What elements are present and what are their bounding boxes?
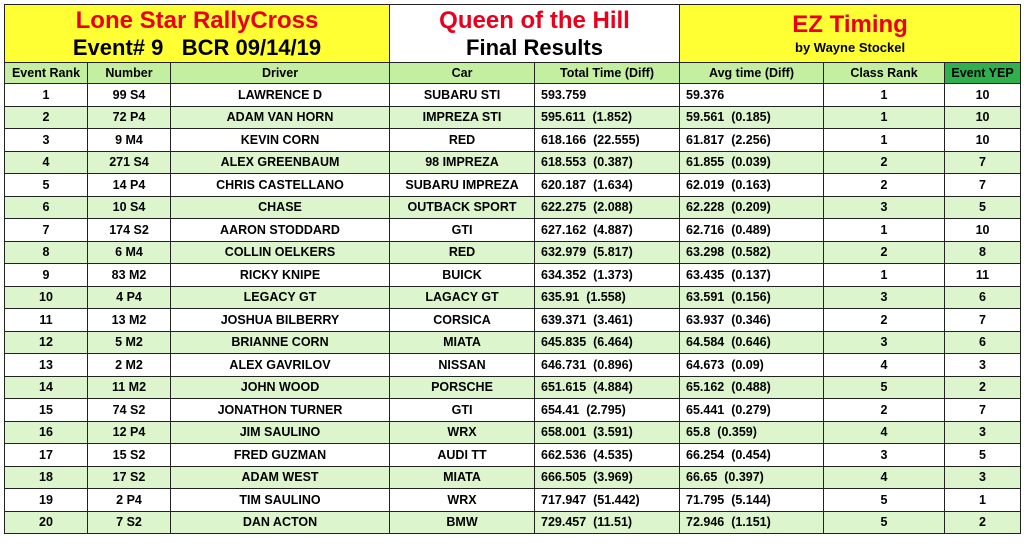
cell-car: CORSICA [390,309,535,332]
table-row [5,196,1021,219]
cell-number: 7 S2 [88,511,171,534]
cell-class-rank: 3 [824,331,945,354]
cell-event-yep: 7 [945,151,1021,174]
cell-class-rank: 5 [824,376,945,399]
cell-event-rank: 1 [5,84,88,107]
cell-number: 13 M2 [88,309,171,332]
table-row [5,129,1021,152]
cell-driver: ALEX GREENBAUM [171,151,390,174]
cell-car: RED [390,241,535,264]
table-row [5,331,1021,354]
cell-number: 2 M2 [88,354,171,377]
cell-class-rank: 1 [824,84,945,107]
cell-driver: AARON STODDARD [171,219,390,242]
cell-driver: JONATHON TURNER [171,399,390,422]
cell-event-rank: 18 [5,466,88,489]
cell-total-time: 717.947 (51.442) [535,489,680,512]
cell-driver: LAWRENCE D [171,84,390,107]
cell-number: 99 S4 [88,84,171,107]
cell-driver: ADAM VAN HORN [171,106,390,129]
cell-class-rank: 4 [824,466,945,489]
cell-event-rank: 3 [5,129,88,152]
cell-car: WRX [390,489,535,512]
cell-total-time: 639.371 (3.461) [535,309,680,332]
cell-car: PORSCHE [390,376,535,399]
cell-event-yep: 10 [945,106,1021,129]
cell-car: MIATA [390,331,535,354]
cell-class-rank: 2 [824,174,945,197]
col-car: Car [390,63,535,84]
table-row [5,466,1021,489]
cell-avg-time: 66.65 (0.397) [680,466,824,489]
table-row [5,84,1021,107]
cell-total-time: 651.615 (4.884) [535,376,680,399]
cell-avg-time: 64.673 (0.09) [680,354,824,377]
cell-avg-time: 72.946 (1.151) [680,511,824,534]
table-row [5,444,1021,467]
cell-car: BMW [390,511,535,534]
cell-avg-time: 61.855 (0.039) [680,151,824,174]
cell-car: WRX [390,421,535,444]
cell-class-rank: 1 [824,219,945,242]
cell-total-time: 632.979 (5.817) [535,241,680,264]
cell-car: RED [390,129,535,152]
cell-event-rank: 17 [5,444,88,467]
cell-event-yep: 5 [945,444,1021,467]
results-body [5,84,1021,534]
event-subtitle: Event# 9 BCR 09/14/19 [72,34,322,60]
cell-event-yep: 7 [945,309,1021,332]
cell-event-rank: 7 [5,219,88,242]
cell-avg-time: 63.298 (0.582) [680,241,824,264]
cell-total-time: 618.166 (22.555) [535,129,680,152]
cell-total-time: 654.41 (2.795) [535,399,680,422]
cell-driver: CHASE [171,196,390,219]
timing-credit: by Wayne Stockel [795,39,906,55]
table-row [5,511,1021,534]
event-info-banner [5,5,390,63]
results-title: Queen of the Hill [439,6,630,34]
cell-number: 4 P4 [88,286,171,309]
cell-class-rank: 3 [824,444,945,467]
cell-driver: RICKY KNIPE [171,264,390,287]
cell-avg-time: 65.162 (0.488) [680,376,824,399]
cell-event-yep: 10 [945,84,1021,107]
cell-event-rank: 14 [5,376,88,399]
cell-avg-time: 71.795 (5.144) [680,489,824,512]
cell-total-time: 618.553 (0.387) [535,151,680,174]
cell-total-time: 627.162 (4.887) [535,219,680,242]
cell-event-yep: 7 [945,399,1021,422]
table-row [5,354,1021,377]
cell-car: MIATA [390,466,535,489]
cell-event-yep: 8 [945,241,1021,264]
cell-avg-time: 63.591 (0.156) [680,286,824,309]
cell-driver: ADAM WEST [171,466,390,489]
cell-driver: ALEX GAVRILOV [171,354,390,377]
cell-number: 17 S2 [88,466,171,489]
cell-driver: COLLIN OELKERS [171,241,390,264]
cell-total-time: 635.91 (1.558) [535,286,680,309]
table-row [5,399,1021,422]
cell-class-rank: 3 [824,196,945,219]
cell-class-rank: 2 [824,151,945,174]
cell-total-time: 620.187 (1.634) [535,174,680,197]
cell-car: GTI [390,219,535,242]
cell-event-rank: 16 [5,421,88,444]
table-row [5,264,1021,287]
table-row [5,106,1021,129]
cell-driver: TIM SAULINO [171,489,390,512]
cell-car: OUTBACK SPORT [390,196,535,219]
table-row [5,309,1021,332]
cell-number: 11 M2 [88,376,171,399]
cell-total-time: 622.275 (2.088) [535,196,680,219]
cell-number: 83 M2 [88,264,171,287]
series-title: Lone Star RallyCross [75,6,319,34]
cell-driver: KEVIN CORN [171,129,390,152]
cell-event-rank: 13 [5,354,88,377]
cell-total-time: 595.611 (1.852) [535,106,680,129]
cell-number: 5 M2 [88,331,171,354]
cell-number: 74 S2 [88,399,171,422]
cell-number: 174 S2 [88,219,171,242]
table-row [5,241,1021,264]
cell-number: 15 S2 [88,444,171,467]
cell-event-yep: 2 [945,511,1021,534]
cell-car: NISSAN [390,354,535,377]
cell-event-rank: 8 [5,241,88,264]
cell-total-time: 645.835 (6.464) [535,331,680,354]
cell-avg-time: 61.817 (2.256) [680,129,824,152]
cell-driver: BRIANNE CORN [171,331,390,354]
cell-avg-time: 62.716 (0.489) [680,219,824,242]
cell-avg-time: 64.584 (0.646) [680,331,824,354]
cell-car: GTI [390,399,535,422]
cell-car: AUDI TT [390,444,535,467]
cell-event-rank: 4 [5,151,88,174]
timing-title: EZ Timing [792,10,908,38]
cell-total-time: 658.001 (3.591) [535,421,680,444]
cell-event-rank: 12 [5,331,88,354]
cell-total-time: 593.759 [535,84,680,107]
cell-event-yep: 11 [945,264,1021,287]
cell-event-yep: 3 [945,421,1021,444]
cell-avg-time: 66.254 (0.454) [680,444,824,467]
table-row [5,174,1021,197]
cell-event-rank: 10 [5,286,88,309]
cell-event-rank: 20 [5,511,88,534]
cell-number: 12 P4 [88,421,171,444]
table-row [5,286,1021,309]
cell-avg-time: 62.019 (0.163) [680,174,824,197]
cell-class-rank: 4 [824,354,945,377]
table-row [5,219,1021,242]
cell-event-yep: 3 [945,354,1021,377]
table-row [5,376,1021,399]
cell-class-rank: 1 [824,129,945,152]
cell-class-rank: 1 [824,106,945,129]
results-title-banner [390,5,680,63]
col-class-rank: Class Rank [824,63,945,84]
col-event-yep: Event YEP [945,63,1021,84]
cell-class-rank: 3 [824,286,945,309]
cell-event-yep: 7 [945,174,1021,197]
cell-avg-time: 65.8 (0.359) [680,421,824,444]
cell-event-yep: 5 [945,196,1021,219]
results-table [4,4,1021,534]
table-row [5,489,1021,512]
cell-class-rank: 5 [824,489,945,512]
table-row [5,151,1021,174]
cell-driver: JOSHUA BILBERRY [171,309,390,332]
col-avg-time: Avg time (Diff) [680,63,824,84]
cell-event-yep: 10 [945,129,1021,152]
cell-event-yep: 3 [945,466,1021,489]
cell-driver: LEGACY GT [171,286,390,309]
cell-total-time: 666.505 (3.969) [535,466,680,489]
cell-car: 98 IMPREZA [390,151,535,174]
cell-class-rank: 2 [824,309,945,332]
cell-car: LAGACY GT [390,286,535,309]
cell-event-yep: 1 [945,489,1021,512]
cell-event-rank: 11 [5,309,88,332]
col-total-time: Total Time (Diff) [535,63,680,84]
cell-event-rank: 15 [5,399,88,422]
cell-total-time: 662.536 (4.535) [535,444,680,467]
cell-avg-time: 65.441 (0.279) [680,399,824,422]
cell-driver: JIM SAULINO [171,421,390,444]
cell-number: 14 P4 [88,174,171,197]
cell-driver: DAN ACTON [171,511,390,534]
cell-avg-time: 59.561 (0.185) [680,106,824,129]
cell-car: SUBARU IMPREZA [390,174,535,197]
cell-event-yep: 6 [945,286,1021,309]
cell-avg-time: 63.435 (0.137) [680,264,824,287]
cell-driver: JOHN WOOD [171,376,390,399]
results-subtitle: Final Results [466,34,603,60]
cell-class-rank: 4 [824,421,945,444]
timing-banner [680,5,1021,63]
cell-driver: FRED GUZMAN [171,444,390,467]
cell-number: 271 S4 [88,151,171,174]
cell-event-rank: 19 [5,489,88,512]
col-driver: Driver [171,63,390,84]
cell-event-rank: 9 [5,264,88,287]
cell-class-rank: 2 [824,241,945,264]
cell-event-yep: 6 [945,331,1021,354]
cell-avg-time: 63.937 (0.346) [680,309,824,332]
cell-avg-time: 59.376 [680,84,824,107]
cell-number: 9 M4 [88,129,171,152]
cell-event-rank: 5 [5,174,88,197]
cell-car: BUICK [390,264,535,287]
table-row [5,421,1021,444]
cell-class-rank: 5 [824,511,945,534]
cell-class-rank: 1 [824,264,945,287]
cell-event-rank: 2 [5,106,88,129]
cell-event-rank: 6 [5,196,88,219]
cell-driver: CHRIS CASTELLANO [171,174,390,197]
cell-event-yep: 2 [945,376,1021,399]
col-number: Number [88,63,171,84]
header-row [5,5,1021,63]
cell-avg-time: 62.228 (0.209) [680,196,824,219]
cell-number: 10 S4 [88,196,171,219]
cell-total-time: 729.457 (11.51) [535,511,680,534]
cell-total-time: 634.352 (1.373) [535,264,680,287]
cell-car: IMPREZA STI [390,106,535,129]
cell-event-yep: 10 [945,219,1021,242]
cell-number: 6 M4 [88,241,171,264]
col-event-rank: Event Rank [5,63,88,84]
cell-number: 2 P4 [88,489,171,512]
cell-total-time: 646.731 (0.896) [535,354,680,377]
cell-class-rank: 2 [824,399,945,422]
column-header-row [5,63,1021,84]
cell-number: 72 P4 [88,106,171,129]
cell-car: SUBARU STI [390,84,535,107]
